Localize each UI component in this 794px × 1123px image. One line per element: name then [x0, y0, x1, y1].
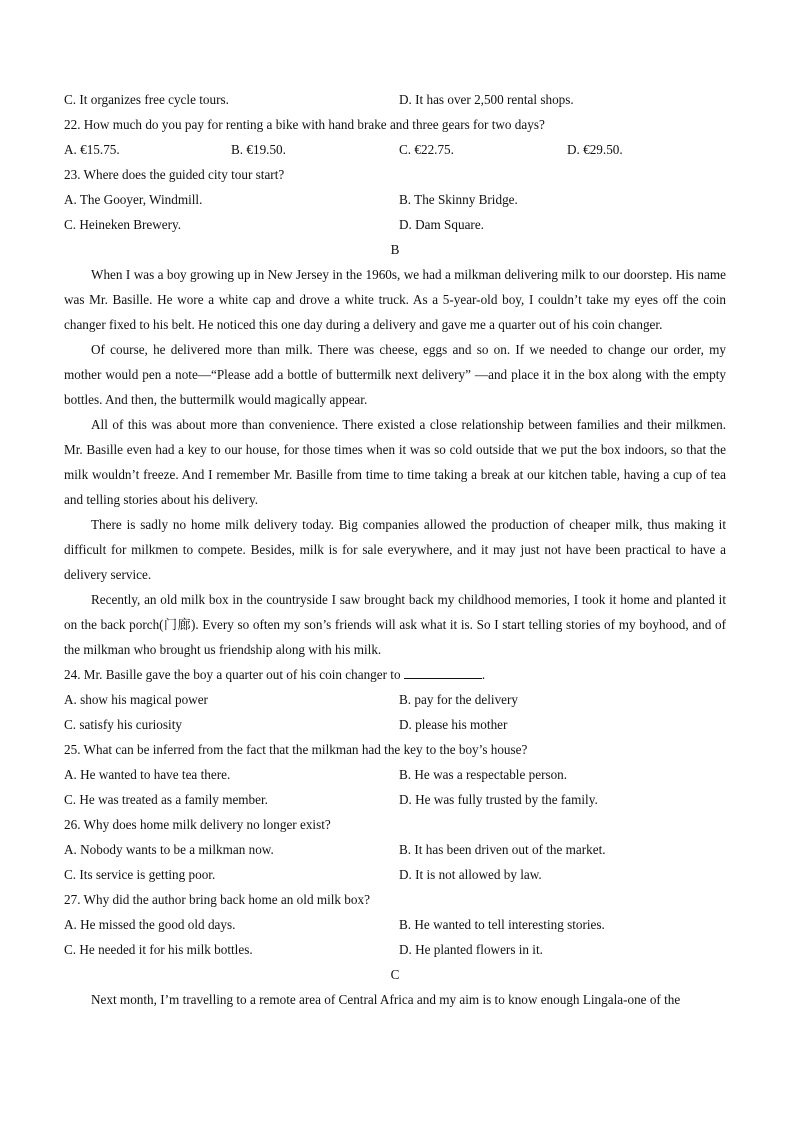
passage-b-paragraph-3: All of this was about more than convenience. There existed a close relationship between families and their milkmen. Mr. Basille even had a key to our house, for those times when it was so cold outside that we put the box indoors, so that the milk wouldn’t freeze. And I remember Mr. Basille from time to time taking a break at our kitchen table, having a cup of tea and telling stories about his delivery.	[64, 417, 726, 507]
q25-option-a: A. He wanted to have tea there.	[64, 767, 231, 782]
q22-option-d: D. €29.50.	[567, 142, 623, 157]
q24-options-cd	[64, 712, 726, 737]
q25-option-d: D. He was fully trusted by the family.	[399, 792, 598, 807]
passage-b-paragraph-4: There is sadly no home milk delivery today. Big companies allowed the production of cheaper milk, thus making it difficult for milkmen to compete. Besides, milk is for sale everywhere, and it may just not have been practical to have a delivery service.	[64, 517, 726, 582]
q23-stem: 23. Where does the guided city tour start?	[64, 167, 285, 182]
q27-option-b: B. He wanted to tell interesting stories.	[399, 917, 605, 932]
passage-b-paragraph-5: Recently, an old milk box in the countryside I saw brought back my childhood memories, I took it home and planted it on the back porch(门廊). Every so often my son’s friends will ask what it is. So I start telling stories of my boyhood, and of the milkman who brought us friendship along with his milk.	[64, 592, 726, 657]
q24-options-ab	[64, 687, 726, 712]
passage-c-paragraph-1: Next month, I’m travelling to a remote area of Central Africa and my aim is to know enough Lingala-one of the	[91, 992, 681, 1007]
q25-stem: 25. What can be inferred from the fact that the milkman had the key to the boy’s house?	[64, 742, 528, 757]
q27-options-cd	[64, 937, 726, 962]
section-b-heading: B	[390, 242, 400, 257]
q25-options-ab	[64, 762, 726, 787]
q26-options-ab	[64, 837, 726, 862]
q24-stem-line	[64, 662, 726, 687]
exam-page	[64, 87, 726, 1012]
section-c-heading: C	[390, 967, 400, 982]
q23-options-cd	[64, 212, 726, 237]
q27-options-ab	[64, 912, 726, 937]
q21-options-cd	[64, 87, 726, 112]
q23-options-ab	[64, 187, 726, 212]
q22-options	[64, 137, 726, 162]
q24-option-c: C. satisfy his curiosity	[64, 717, 182, 732]
q22-option-b: B. €19.50.	[231, 142, 286, 157]
q24-stem: 24. Mr. Basille gave the boy a quarter out of his coin changer to	[64, 667, 401, 682]
q26-option-a: A. Nobody wants to be a milkman now.	[64, 842, 274, 857]
q27-option-c: C. He needed it for his milk bottles.	[64, 942, 253, 957]
q24-option-d: D. please his mother	[399, 717, 508, 732]
q25-option-b: B. He was a respectable person.	[399, 767, 568, 782]
q24-answer-blank	[404, 665, 482, 679]
q21-option-d: D. It has over 2,500 rental shops.	[399, 92, 574, 107]
passage-b-paragraph-1: When I was a boy growing up in New Jersey in the 1960s, we had a milkman delivering milk to our doorstep. His name was Mr. Basille. He wore a white cap and drove a white truck. As a 5-year-old boy, I couldn’t take my eyes off the coin changer fixed to his belt. He noticed this one day during a delivery and gave me a quarter out of his coin changer.	[64, 267, 726, 332]
q23-option-a: A. The Gooyer, Windmill.	[64, 192, 203, 207]
passage-b-paragraph-2: Of course, he delivered more than milk. There was cheese, eggs and so on. If we needed to change our order, my mother would pen a note—“Please add a bottle of buttermilk next delivery” —and place it in the box along with the empty bottles. And then, the buttermilk would magically appear.	[64, 342, 726, 407]
q27-stem: 27. Why did the author bring back home an old milk box?	[64, 892, 370, 907]
q23-option-b: B. The Skinny Bridge.	[399, 192, 518, 207]
q26-options-cd	[64, 862, 726, 887]
q27-option-d: D. He planted flowers in it.	[399, 942, 543, 957]
q26-stem: 26. Why does home milk delivery no longer exist?	[64, 817, 331, 832]
q23-option-c: C. Heineken Brewery.	[64, 217, 182, 232]
q23-option-d: D. Dam Square.	[399, 217, 484, 232]
q24-stem-end: .	[481, 667, 486, 682]
q26-option-d: D. It is not allowed by law.	[399, 867, 542, 882]
q27-option-a: A. He missed the good old days.	[64, 917, 236, 932]
q21-option-c: C. It organizes free cycle tours.	[64, 92, 229, 107]
q25-option-c: C. He was treated as a family member.	[64, 792, 268, 807]
q22-stem: 22. How much do you pay for renting a bike with hand brake and three gears for two days?	[64, 117, 545, 132]
q24-option-a: A. show his magical power	[64, 692, 208, 707]
q24-option-b: B. pay for the delivery	[399, 692, 519, 707]
q22-option-c: C. €22.75.	[399, 142, 454, 157]
q25-options-cd	[64, 787, 726, 812]
q22-option-a: A. €15.75.	[64, 142, 120, 157]
q26-option-b: B. It has been driven out of the market.	[399, 842, 606, 857]
q26-option-c: C. Its service is getting poor.	[64, 867, 216, 882]
